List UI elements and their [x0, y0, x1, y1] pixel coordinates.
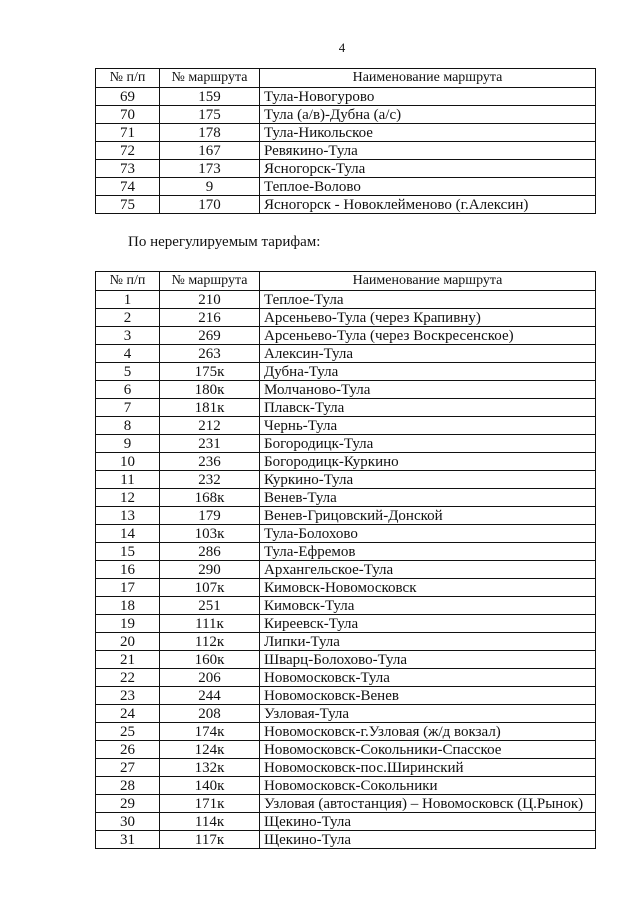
header-name: Наименование маршрута	[260, 272, 596, 291]
row-number: 70	[96, 106, 160, 124]
row-number: 16	[96, 561, 160, 579]
row-number: 27	[96, 759, 160, 777]
header-num: № п/п	[96, 272, 160, 291]
row-number: 72	[96, 142, 160, 160]
table-row	[96, 309, 596, 327]
route-name: Новомосковск-Сокольники-Спасское	[260, 741, 596, 759]
route-name: Венев-Тула	[260, 489, 596, 507]
route-number: 173	[160, 160, 260, 178]
row-number: 2	[96, 309, 160, 327]
table-row	[96, 813, 596, 831]
route-name: Богородицк-Куркино	[260, 453, 596, 471]
route-number: 208	[160, 705, 260, 723]
row-number: 10	[96, 453, 160, 471]
route-number: 111к	[160, 615, 260, 633]
table-row	[96, 178, 596, 196]
row-number: 19	[96, 615, 160, 633]
route-number: 179	[160, 507, 260, 525]
route-name: Ясногорск - Новоклейменово (г.Алексин)	[260, 196, 596, 214]
row-number: 71	[96, 124, 160, 142]
table-row	[96, 615, 596, 633]
table-row	[96, 381, 596, 399]
row-number: 22	[96, 669, 160, 687]
route-number: 159	[160, 88, 260, 106]
route-number: 181к	[160, 399, 260, 417]
row-number: 23	[96, 687, 160, 705]
route-number: 290	[160, 561, 260, 579]
row-number: 26	[96, 741, 160, 759]
route-name: Липки-Тула	[260, 633, 596, 651]
table-row	[96, 597, 596, 615]
row-number: 69	[96, 88, 160, 106]
route-number: 117к	[160, 831, 260, 849]
route-name: Кимовск-Тула	[260, 597, 596, 615]
route-name: Дубна-Тула	[260, 363, 596, 381]
table-row	[96, 345, 596, 363]
route-number: 231	[160, 435, 260, 453]
table-row	[96, 687, 596, 705]
route-name: Киреевск-Тула	[260, 615, 596, 633]
route-number: 206	[160, 669, 260, 687]
route-number: 236	[160, 453, 260, 471]
route-number: 171к	[160, 795, 260, 813]
header-route: № маршрута	[160, 272, 260, 291]
row-number: 8	[96, 417, 160, 435]
route-name: Кимовск-Новомосковск	[260, 579, 596, 597]
row-number: 74	[96, 178, 160, 196]
table-row	[96, 795, 596, 813]
route-number: 112к	[160, 633, 260, 651]
route-name: Тула-Никольское	[260, 124, 596, 142]
route-name: Богородицк-Тула	[260, 435, 596, 453]
header-num: № п/п	[96, 69, 160, 88]
route-number: 124к	[160, 741, 260, 759]
route-name: Новомосковск-г.Узловая (ж/д вокзал)	[260, 723, 596, 741]
route-number: 160к	[160, 651, 260, 669]
route-number: 175к	[160, 363, 260, 381]
row-number: 28	[96, 777, 160, 795]
table-row	[96, 106, 596, 124]
route-name: Тула (а/в)-Дубна (а/с)	[260, 106, 596, 124]
table-row	[96, 417, 596, 435]
route-number: 210	[160, 291, 260, 309]
route-number: 167	[160, 142, 260, 160]
route-name: Узловая (автостанция) – Новомосковск (Ц.Рынок)	[260, 795, 596, 813]
table-row	[96, 489, 596, 507]
table-row	[96, 561, 596, 579]
table-row	[96, 651, 596, 669]
table-header-row	[96, 69, 596, 88]
row-number: 25	[96, 723, 160, 741]
table-row	[96, 88, 596, 106]
table-row	[96, 579, 596, 597]
row-number: 5	[96, 363, 160, 381]
table-row	[96, 543, 596, 561]
table-row	[96, 124, 596, 142]
row-number: 21	[96, 651, 160, 669]
route-number: 263	[160, 345, 260, 363]
route-name: Теплое-Волово	[260, 178, 596, 196]
route-name: Шварц-Болохово-Тула	[260, 651, 596, 669]
row-number: 18	[96, 597, 160, 615]
row-number: 14	[96, 525, 160, 543]
table-row	[96, 196, 596, 214]
table-row	[96, 741, 596, 759]
table-row	[96, 363, 596, 381]
row-number: 20	[96, 633, 160, 651]
row-number: 7	[96, 399, 160, 417]
route-name: Арсеньево-Тула (через Крапивну)	[260, 309, 596, 327]
route-number: 132к	[160, 759, 260, 777]
unregulated-routes-body	[96, 291, 596, 849]
route-name: Тула-Болохово	[260, 525, 596, 543]
table-row	[96, 759, 596, 777]
row-number: 24	[96, 705, 160, 723]
route-name: Тула-Ефремов	[260, 543, 596, 561]
route-name: Новомосковск-пос.Ширинский	[260, 759, 596, 777]
row-number: 17	[96, 579, 160, 597]
row-number: 9	[96, 435, 160, 453]
row-number: 73	[96, 160, 160, 178]
table-row	[96, 142, 596, 160]
table-row	[96, 435, 596, 453]
row-number: 29	[96, 795, 160, 813]
row-number: 11	[96, 471, 160, 489]
route-number: 286	[160, 543, 260, 561]
route-number: 269	[160, 327, 260, 345]
route-name: Ревякино-Тула	[260, 142, 596, 160]
row-number: 15	[96, 543, 160, 561]
header-route: № маршрута	[160, 69, 260, 88]
table-row	[96, 399, 596, 417]
route-number: 251	[160, 597, 260, 615]
route-number: 9	[160, 178, 260, 196]
table-row	[96, 723, 596, 741]
unregulated-routes-table	[95, 271, 596, 849]
route-name: Молчаново-Тула	[260, 381, 596, 399]
header-name: Наименование маршрута	[260, 69, 596, 88]
row-number: 6	[96, 381, 160, 399]
route-name: Плавск-Тула	[260, 399, 596, 417]
route-name: Куркино-Тула	[260, 471, 596, 489]
table-row	[96, 525, 596, 543]
route-name: Тула-Новогурово	[260, 88, 596, 106]
route-name: Венев-Грицовский-Донской	[260, 507, 596, 525]
route-name: Чернь-Тула	[260, 417, 596, 435]
table-row	[96, 777, 596, 795]
route-number: 168к	[160, 489, 260, 507]
route-number: 170	[160, 196, 260, 214]
route-number: 174к	[160, 723, 260, 741]
page-number: 4	[338, 40, 346, 55]
regulated-routes-body	[96, 88, 596, 214]
route-number: 175	[160, 106, 260, 124]
table-row	[96, 507, 596, 525]
route-name: Арсеньево-Тула (через Воскресенское)	[260, 327, 596, 345]
table-row	[96, 327, 596, 345]
table-row	[96, 160, 596, 178]
row-number: 30	[96, 813, 160, 831]
table-row	[96, 453, 596, 471]
route-number: 114к	[160, 813, 260, 831]
row-number: 75	[96, 196, 160, 214]
regulated-routes-table	[95, 68, 596, 214]
route-number: 180к	[160, 381, 260, 399]
table-row	[96, 669, 596, 687]
table-row	[96, 633, 596, 651]
route-name: Ясногорск-Тула	[260, 160, 596, 178]
route-number: 216	[160, 309, 260, 327]
table-row	[96, 291, 596, 309]
route-number: 140к	[160, 777, 260, 795]
table-row	[96, 831, 596, 849]
route-name: Новомосковск-Тула	[260, 669, 596, 687]
route-name: Архангельское-Тула	[260, 561, 596, 579]
route-name: Щекино-Тула	[260, 813, 596, 831]
row-number: 4	[96, 345, 160, 363]
route-name: Щекино-Тула	[260, 831, 596, 849]
route-name: Теплое-Тула	[260, 291, 596, 309]
row-number: 13	[96, 507, 160, 525]
row-number: 1	[96, 291, 160, 309]
row-number: 3	[96, 327, 160, 345]
table-row	[96, 471, 596, 489]
row-number: 31	[96, 831, 160, 849]
route-name: Новомосковск-Венев	[260, 687, 596, 705]
section-title: По нерегулируемым тарифам:	[128, 234, 321, 250]
route-number: 232	[160, 471, 260, 489]
route-number: 212	[160, 417, 260, 435]
row-number: 12	[96, 489, 160, 507]
route-name: Узловая-Тула	[260, 705, 596, 723]
route-number: 103к	[160, 525, 260, 543]
route-name: Алексин-Тула	[260, 345, 596, 363]
route-number: 244	[160, 687, 260, 705]
route-number: 178	[160, 124, 260, 142]
route-number: 107к	[160, 579, 260, 597]
table-row	[96, 705, 596, 723]
route-name: Новомосковск-Сокольники	[260, 777, 596, 795]
table-header-row	[96, 272, 596, 291]
